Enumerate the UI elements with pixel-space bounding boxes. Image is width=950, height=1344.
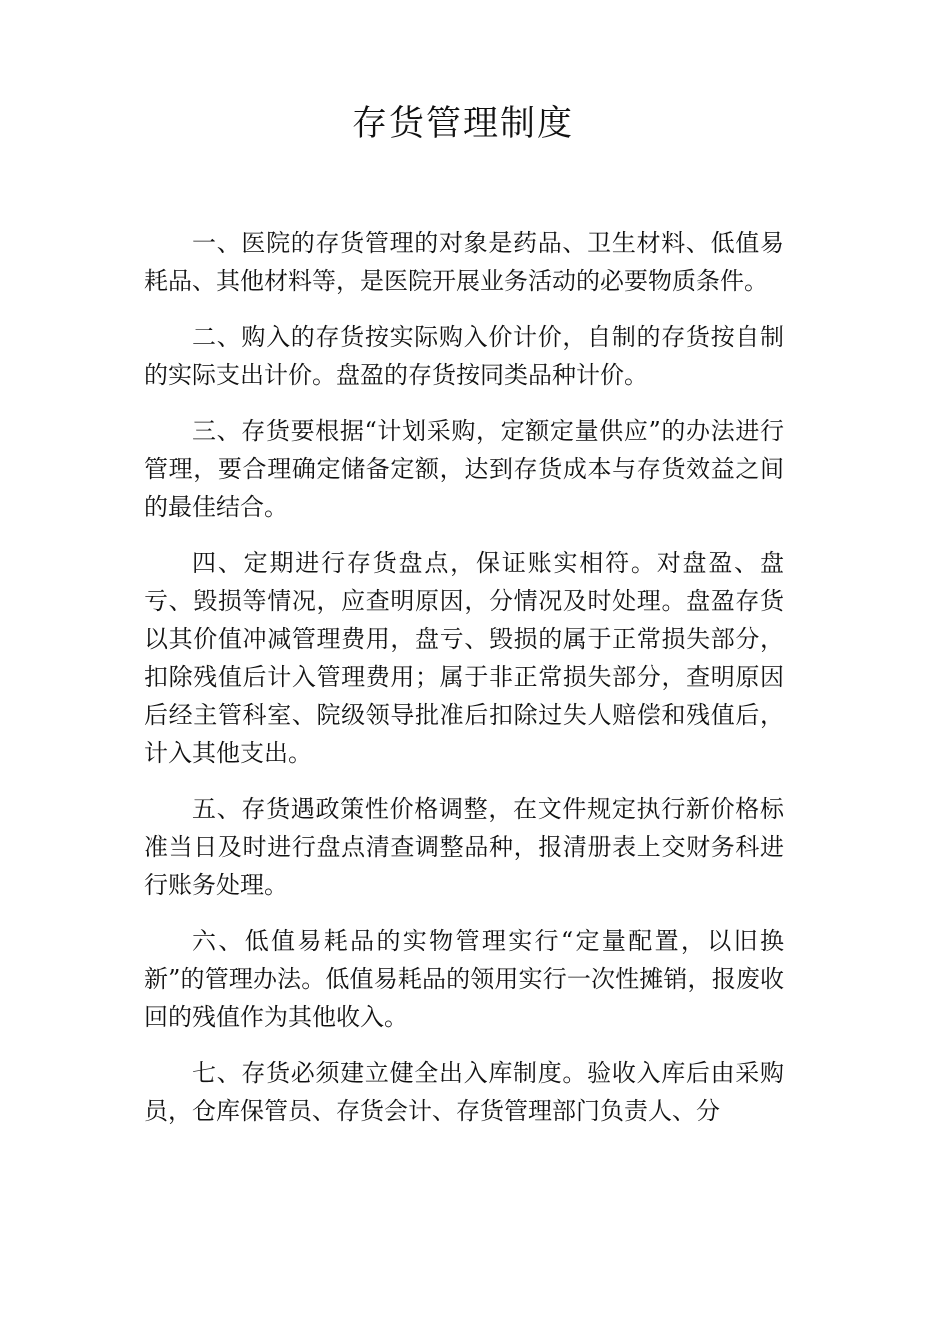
document-body (144, 224, 784, 1148)
document-title: 存货管理制度 (351, 104, 574, 144)
paragraph-3: 三、存货要根据“计划采购，定额定量供应”的办法进行管理，要合理确定储备定额，达到存货成本与存货效益之间的最佳结合。 (144, 417, 784, 521)
paragraph-2: 二、购入的存货按实际购入价计价，自制的存货按自制的实际支出计价。盘盈的存货按同类品种计价。 (144, 323, 784, 389)
paragraph-4: 四、定期进行存货盘点，保证账实相符。对盘盈、盘亏、毁损等情况，应查明原因，分情况及时处理。盘盈存货以其价值冲减管理费用，盘亏、毁损的属于正常损失部分，扣除残值后计入管理费用；属于非正常损失部分，查明原因后经主管科室、院级领导批准后扣除过失人赔偿和残值后，计入其他支出。 (144, 549, 784, 767)
paragraph-5: 五、存货遇政策性价格调整，在文件规定执行新价格标准当日及时进行盘点清查调整品种，报清册表上交财务科进行账务处理。 (144, 795, 784, 899)
paragraph-6: 六、低值易耗品的实物管理实行“定量配置，以旧换新”的管理办法。低值易耗品的领用实行一次性摊销，报废收回的残值作为其他收入。 (144, 927, 784, 1031)
paragraph-7: 七、存货必须建立健全出入库制度。验收入库后由采购员，仓库保管员、存货会计、存货管理部门负责人、分 (144, 1059, 784, 1125)
paragraph-1: 一、医院的存货管理的对象是药品、卫生材料、低值易耗品、其他材料等，是医院开展业务活动的必要物质条件。 (144, 229, 784, 295)
